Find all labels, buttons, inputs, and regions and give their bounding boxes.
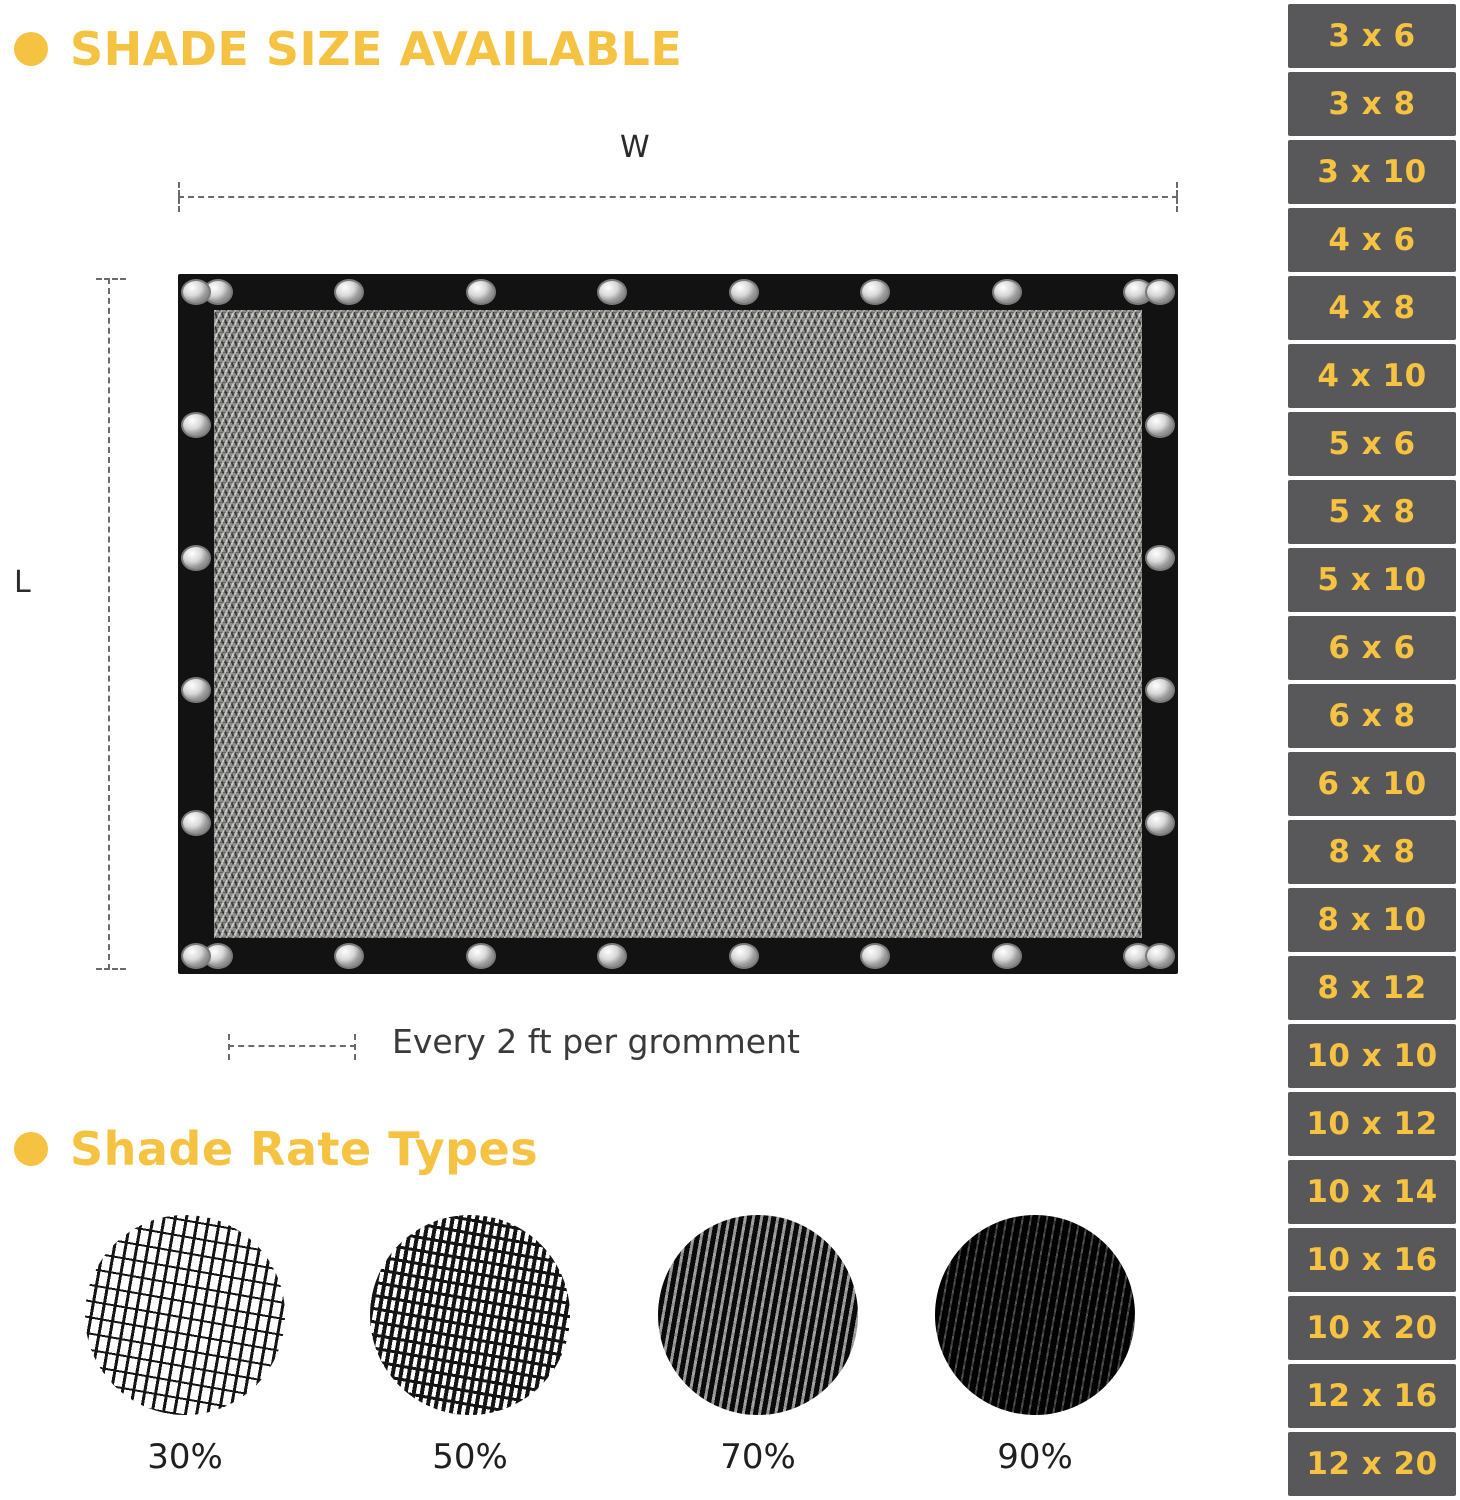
cloth-mesh-fill	[214, 310, 1142, 938]
size-chip[interactable]: 6 x 8	[1288, 684, 1456, 748]
shade-rate-item	[925, 1215, 1145, 1477]
grommet-icon	[1145, 943, 1175, 969]
grommet-icon	[181, 810, 211, 836]
heading-shade-rate	[14, 1122, 538, 1176]
size-chip[interactable]: 10 x 12	[1288, 1092, 1456, 1156]
size-chip[interactable]: 4 x 8	[1288, 276, 1456, 340]
length-label: L	[14, 565, 31, 600]
size-chip[interactable]: 8 x 12	[1288, 956, 1456, 1020]
length-dimension-line	[108, 278, 110, 970]
grommet-icon	[181, 677, 211, 703]
size-chip[interactable]: 6 x 10	[1288, 752, 1456, 816]
grommet-icon	[1145, 677, 1175, 703]
size-chip[interactable]: 10 x 10	[1288, 1024, 1456, 1088]
size-chip[interactable]: 5 x 6	[1288, 412, 1456, 476]
shade-rate-label: 70%	[720, 1437, 796, 1477]
grommet-icon	[860, 943, 890, 969]
size-chip[interactable]: 10 x 16	[1288, 1228, 1456, 1292]
shade-rate-swatches	[0, 1215, 1288, 1500]
size-chip[interactable]: 5 x 8	[1288, 480, 1456, 544]
size-chip[interactable]: 3 x 8	[1288, 72, 1456, 136]
grommet-icon	[1145, 545, 1175, 571]
grommet-cap-left	[228, 1034, 230, 1060]
size-chip[interactable]: 3 x 10	[1288, 140, 1456, 204]
heading-shade-size-label: SHADE SIZE AVAILABLE	[70, 22, 683, 76]
shade-rate-label: 50%	[432, 1437, 508, 1477]
grommet-icon	[729, 279, 759, 305]
shade-rate-label: 90%	[997, 1437, 1073, 1477]
dimension-cap-top	[96, 278, 126, 280]
size-chip[interactable]: 3 x 6	[1288, 4, 1456, 68]
width-dimension-line	[178, 196, 1178, 198]
dimension-cap-right	[1176, 182, 1178, 212]
shade-cloth	[178, 274, 1178, 974]
size-chip[interactable]: 12 x 20	[1288, 1432, 1456, 1496]
heading-shade-rate-label: Shade Rate Types	[70, 1122, 539, 1176]
bullet-icon	[14, 1132, 48, 1166]
size-chip[interactable]: 8 x 8	[1288, 820, 1456, 884]
shade-rate-item	[648, 1215, 868, 1477]
grommet-icon	[992, 279, 1022, 305]
size-chip[interactable]: 10 x 20	[1288, 1296, 1456, 1360]
grommet-icon	[992, 943, 1022, 969]
shade-rate-swatch	[935, 1215, 1135, 1415]
shade-rate-label: 30%	[147, 1437, 223, 1477]
grommet-icon	[1145, 412, 1175, 438]
shade-rate-item	[360, 1215, 580, 1477]
size-chip[interactable]: 8 x 10	[1288, 888, 1456, 952]
grommet-icon	[1145, 810, 1175, 836]
size-list	[1288, 0, 1460, 1500]
grommet-icon	[597, 279, 627, 305]
grommet-spacing-note: Every 2 ft per gromment	[392, 1022, 800, 1061]
shade-rate-item	[75, 1215, 295, 1477]
grommet-icon	[181, 279, 211, 305]
grommet-icon	[729, 943, 759, 969]
shade-rate-swatch	[85, 1215, 285, 1415]
grommet-icon	[466, 279, 496, 305]
width-label: W	[620, 130, 650, 165]
grommet-icon	[334, 279, 364, 305]
shade-rate-swatch	[370, 1215, 570, 1415]
grommet-spacing-line	[228, 1045, 356, 1047]
size-chip[interactable]: 12 x 16	[1288, 1364, 1456, 1428]
grommet-icon	[334, 943, 364, 969]
shade-rate-swatch	[658, 1215, 858, 1415]
grommet-icon	[181, 545, 211, 571]
size-chip[interactable]: 4 x 6	[1288, 208, 1456, 272]
grommet-icon	[181, 412, 211, 438]
grommet-icon	[860, 279, 890, 305]
dimension-cap-left	[178, 182, 180, 212]
grommet-cap-right	[354, 1034, 356, 1060]
grommet-icon	[597, 943, 627, 969]
size-chip[interactable]: 5 x 10	[1288, 548, 1456, 612]
grommet-icon	[466, 943, 496, 969]
dimension-cap-bottom	[96, 968, 126, 970]
size-chip[interactable]: 4 x 10	[1288, 344, 1456, 408]
grommet-icon	[181, 943, 211, 969]
size-chip[interactable]: 10 x 14	[1288, 1160, 1456, 1224]
size-chip[interactable]: 6 x 6	[1288, 616, 1456, 680]
grommet-icon	[1145, 279, 1175, 305]
